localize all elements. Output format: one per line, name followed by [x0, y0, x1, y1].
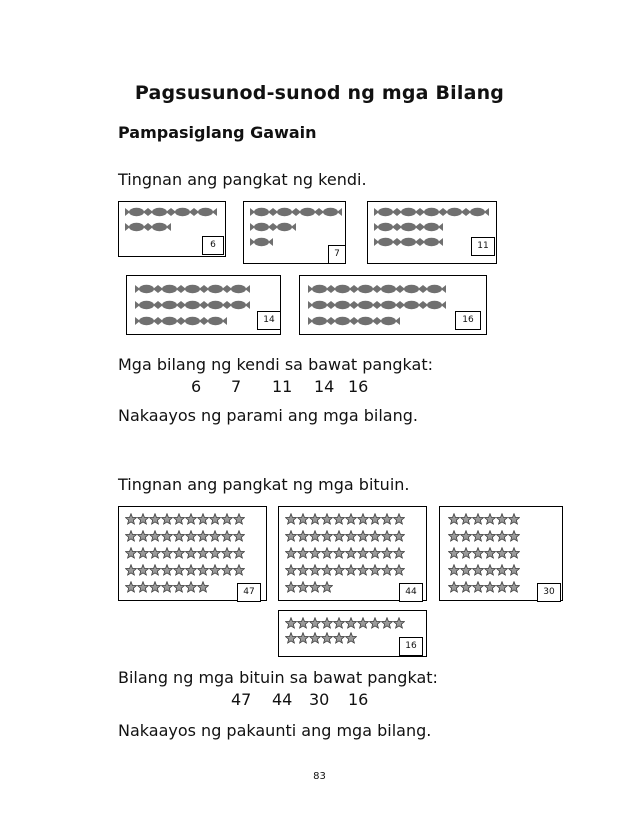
star-icon: [285, 513, 297, 525]
candy-icon: [125, 222, 148, 232]
star-icon: [125, 513, 137, 525]
star-icon: [309, 632, 321, 644]
star-icon: [496, 530, 508, 542]
star-icon: [345, 513, 357, 525]
group-count-label: 6: [202, 236, 224, 255]
star-icon: [393, 617, 405, 629]
star-icon: [333, 530, 345, 542]
candy-icon: [250, 207, 273, 217]
star-icon: [460, 513, 472, 525]
star-icon: [185, 564, 197, 576]
star-icon: [345, 564, 357, 576]
star-icon: [381, 617, 393, 629]
star-icon: [221, 513, 233, 525]
star-icon: [161, 581, 173, 593]
candy-row: [125, 222, 171, 232]
star-icon: [309, 547, 321, 559]
candy-number: 7: [231, 377, 242, 396]
star-icon: [381, 547, 393, 559]
star-icon: [173, 564, 185, 576]
star-icon: [309, 530, 321, 542]
star-icon: [185, 547, 197, 559]
candy-group-box: [299, 275, 487, 335]
star-icon: [357, 564, 369, 576]
candy-icon: [148, 207, 171, 217]
star-icon: [173, 530, 185, 542]
star-row: [448, 564, 520, 576]
star-icon: [161, 513, 173, 525]
star-icon: [285, 530, 297, 542]
star-icon: [233, 564, 245, 576]
star-icon: [297, 547, 309, 559]
star-icon: [357, 530, 369, 542]
star-icon: [185, 581, 197, 593]
star-icon: [333, 513, 345, 525]
group-count-label: 16: [455, 311, 481, 330]
candy-icon: [374, 222, 397, 232]
candy-row: [374, 222, 443, 232]
candy-icon: [125, 207, 148, 217]
star-icon: [448, 564, 460, 576]
star-row: [448, 581, 520, 593]
group-count-label: 47: [237, 583, 261, 602]
star-icon: [161, 564, 173, 576]
star-icon: [393, 513, 405, 525]
candy-group-box: [243, 201, 346, 264]
candy-icon: [397, 222, 420, 232]
candy-icon: [296, 207, 319, 217]
candy-icon: [158, 316, 181, 326]
candy-icon: [204, 316, 227, 326]
candy-number: 14: [314, 377, 335, 396]
star-icon: [321, 513, 333, 525]
star-icon: [448, 547, 460, 559]
star-group-box: [278, 506, 427, 601]
page-number: 83: [313, 771, 326, 782]
star-icon: [209, 513, 221, 525]
candy-icon: [181, 316, 204, 326]
candy-icon: [423, 284, 446, 294]
candy-group-box: [118, 201, 226, 257]
star-icon: [221, 530, 233, 542]
star-icon: [297, 632, 309, 644]
star-icon: [484, 513, 496, 525]
star-icon: [173, 547, 185, 559]
star-icon: [484, 530, 496, 542]
section-heading: Pampasiglang Gawain: [118, 123, 317, 142]
star-row: [448, 513, 520, 525]
star-icon: [333, 632, 345, 644]
star-icon: [309, 617, 321, 629]
star-icon: [209, 547, 221, 559]
star-icon: [297, 530, 309, 542]
star-icon: [496, 547, 508, 559]
star-icon: [233, 547, 245, 559]
star-icon: [149, 547, 161, 559]
star-icon: [125, 581, 137, 593]
star-icon: [125, 530, 137, 542]
star-icon: [460, 547, 472, 559]
star-icon: [285, 547, 297, 559]
star-icon: [185, 530, 197, 542]
candy-icon: [273, 222, 296, 232]
candy-icon: [181, 284, 204, 294]
star-icon: [149, 513, 161, 525]
star-icon: [125, 547, 137, 559]
candy-row: [374, 207, 489, 217]
star-icon: [369, 513, 381, 525]
candy-icon: [397, 207, 420, 217]
star-icon: [285, 632, 297, 644]
candy-icon: [227, 300, 250, 310]
star-icon: [321, 617, 333, 629]
star-instruction: Tingnan ang pangkat ng mga bituin.: [118, 475, 410, 494]
star-icon: [345, 547, 357, 559]
star-icon: [185, 513, 197, 525]
candy-row: [250, 237, 273, 247]
star-icon: [197, 547, 209, 559]
candy-icon: [171, 207, 194, 217]
star-icon: [357, 513, 369, 525]
candy-icon: [331, 284, 354, 294]
star-icon: [209, 564, 221, 576]
candy-icon: [420, 237, 443, 247]
star-icon: [448, 530, 460, 542]
star-icon: [333, 617, 345, 629]
star-icon: [137, 564, 149, 576]
candy-icon: [377, 316, 400, 326]
star-icon: [197, 513, 209, 525]
star-icon: [333, 564, 345, 576]
star-icon: [149, 530, 161, 542]
candy-summary-label: Mga bilang ng kendi sa bawat pangkat:: [118, 355, 433, 374]
star-icon: [137, 581, 149, 593]
star-icon: [285, 581, 297, 593]
star-icon: [345, 632, 357, 644]
candy-icon: [400, 300, 423, 310]
star-icon: [297, 513, 309, 525]
star-icon: [197, 564, 209, 576]
candy-icon: [374, 237, 397, 247]
star-icon: [137, 513, 149, 525]
star-icon: [309, 564, 321, 576]
group-count-label: 16: [399, 637, 423, 656]
star-icon: [508, 581, 520, 593]
star-icon: [393, 530, 405, 542]
star-icon: [393, 564, 405, 576]
star-icon: [233, 530, 245, 542]
star-number: 30: [309, 690, 330, 709]
group-count-label: 30: [537, 583, 561, 602]
star-group-box: [118, 506, 267, 601]
candy-icon: [250, 237, 273, 247]
star-icon: [297, 617, 309, 629]
star-icon: [484, 581, 496, 593]
group-count-label: 14: [257, 311, 281, 330]
candy-number: 11: [272, 377, 293, 396]
star-icon: [309, 581, 321, 593]
star-icon: [508, 547, 520, 559]
star-row: [285, 617, 405, 629]
star-icon: [460, 530, 472, 542]
candy-icon: [204, 284, 227, 294]
star-icon: [484, 564, 496, 576]
star-icon: [161, 547, 173, 559]
candy-icon: [423, 300, 446, 310]
star-icon: [149, 564, 161, 576]
star-icon: [197, 530, 209, 542]
star-row: [285, 564, 405, 576]
star-row: [125, 513, 245, 525]
candy-conclusion: Nakaayos ng parami ang mga bilang.: [118, 406, 418, 425]
candy-icon: [319, 207, 342, 217]
candy-icon: [273, 207, 296, 217]
star-icon: [233, 513, 245, 525]
star-icon: [309, 513, 321, 525]
star-icon: [369, 547, 381, 559]
star-icon: [472, 547, 484, 559]
candy-group-box: [126, 275, 281, 335]
group-count-label: 7: [328, 245, 346, 264]
candy-icon: [227, 284, 250, 294]
star-icon: [508, 513, 520, 525]
candy-instruction: Tingnan ang pangkat ng kendi.: [118, 170, 367, 189]
star-icon: [221, 564, 233, 576]
candy-row: [308, 284, 446, 294]
candy-icon: [135, 316, 158, 326]
star-number: 47: [231, 690, 252, 709]
candy-icon: [148, 222, 171, 232]
star-icon: [472, 530, 484, 542]
star-icon: [369, 530, 381, 542]
candy-row: [135, 300, 250, 310]
candy-icon: [204, 300, 227, 310]
star-icon: [448, 581, 460, 593]
star-row: [125, 547, 245, 559]
candy-group-box: [367, 201, 497, 264]
star-icon: [381, 513, 393, 525]
star-icon: [472, 581, 484, 593]
star-icon: [321, 547, 333, 559]
candy-icon: [377, 300, 400, 310]
group-count-label: 11: [471, 237, 495, 256]
star-icon: [197, 581, 209, 593]
star-icon: [472, 513, 484, 525]
candy-row: [308, 316, 400, 326]
candy-icon: [374, 207, 397, 217]
candy-row: [250, 222, 296, 232]
candy-row: [250, 207, 342, 217]
star-icon: [321, 632, 333, 644]
star-icon: [357, 547, 369, 559]
candy-icon: [420, 207, 443, 217]
star-row: [285, 632, 357, 644]
star-icon: [173, 581, 185, 593]
star-conclusion: Nakaayos ng pakaunti ang mga bilang.: [118, 721, 432, 740]
candy-icon: [135, 284, 158, 294]
star-row: [285, 547, 405, 559]
star-icon: [285, 564, 297, 576]
star-icon: [345, 617, 357, 629]
star-row: [448, 530, 520, 542]
star-row: [448, 547, 520, 559]
candy-icon: [158, 300, 181, 310]
candy-icon: [181, 300, 204, 310]
star-icon: [149, 581, 161, 593]
group-count-label: 44: [399, 583, 423, 602]
star-icon: [297, 564, 309, 576]
star-icon: [297, 581, 309, 593]
star-icon: [484, 547, 496, 559]
candy-icon: [331, 316, 354, 326]
candy-icon: [308, 284, 331, 294]
candy-number: 16: [348, 377, 369, 396]
candy-icon: [466, 207, 489, 217]
star-row: [125, 530, 245, 542]
star-row: [125, 581, 209, 593]
star-number: 16: [348, 690, 369, 709]
star-icon: [381, 564, 393, 576]
candy-row: [135, 316, 227, 326]
candy-icon: [443, 207, 466, 217]
star-icon: [496, 581, 508, 593]
candy-icon: [308, 300, 331, 310]
candy-icon: [354, 316, 377, 326]
candy-icon: [397, 237, 420, 247]
star-icon: [321, 564, 333, 576]
star-row: [125, 564, 245, 576]
star-icon: [448, 513, 460, 525]
candy-icon: [158, 284, 181, 294]
candy-row: [308, 300, 446, 310]
star-icon: [496, 513, 508, 525]
star-icon: [285, 617, 297, 629]
star-icon: [393, 547, 405, 559]
candy-row: [135, 284, 250, 294]
star-icon: [369, 617, 381, 629]
star-icon: [161, 530, 173, 542]
star-icon: [496, 564, 508, 576]
candy-row: [125, 207, 217, 217]
star-icon: [472, 564, 484, 576]
star-group-box: [439, 506, 563, 601]
candy-icon: [354, 300, 377, 310]
star-icon: [209, 530, 221, 542]
star-row: [285, 513, 405, 525]
star-icon: [460, 581, 472, 593]
candy-number: 6: [191, 377, 202, 396]
page-title: Pagsusunod-sunod ng mga Bilang: [134, 82, 505, 104]
candy-icon: [308, 316, 331, 326]
candy-icon: [194, 207, 217, 217]
star-icon: [221, 547, 233, 559]
candy-icon: [377, 284, 400, 294]
candy-icon: [331, 300, 354, 310]
candy-icon: [135, 300, 158, 310]
candy-icon: [354, 284, 377, 294]
star-icon: [125, 564, 137, 576]
star-icon: [137, 547, 149, 559]
star-icon: [508, 564, 520, 576]
candy-icon: [250, 222, 273, 232]
star-icon: [357, 617, 369, 629]
star-icon: [321, 530, 333, 542]
star-icon: [508, 530, 520, 542]
star-icon: [333, 547, 345, 559]
star-icon: [137, 530, 149, 542]
candy-icon: [400, 284, 423, 294]
star-group-box: [278, 610, 427, 657]
star-summary-label: Bilang ng mga bituin sa bawat pangkat:: [118, 668, 438, 687]
star-icon: [369, 564, 381, 576]
star-icon: [381, 530, 393, 542]
star-row: [285, 581, 333, 593]
star-number: 44: [272, 690, 293, 709]
candy-icon: [420, 222, 443, 232]
star-row: [285, 530, 405, 542]
candy-row: [374, 237, 443, 247]
star-icon: [460, 564, 472, 576]
star-icon: [345, 530, 357, 542]
star-icon: [321, 581, 333, 593]
star-icon: [173, 513, 185, 525]
